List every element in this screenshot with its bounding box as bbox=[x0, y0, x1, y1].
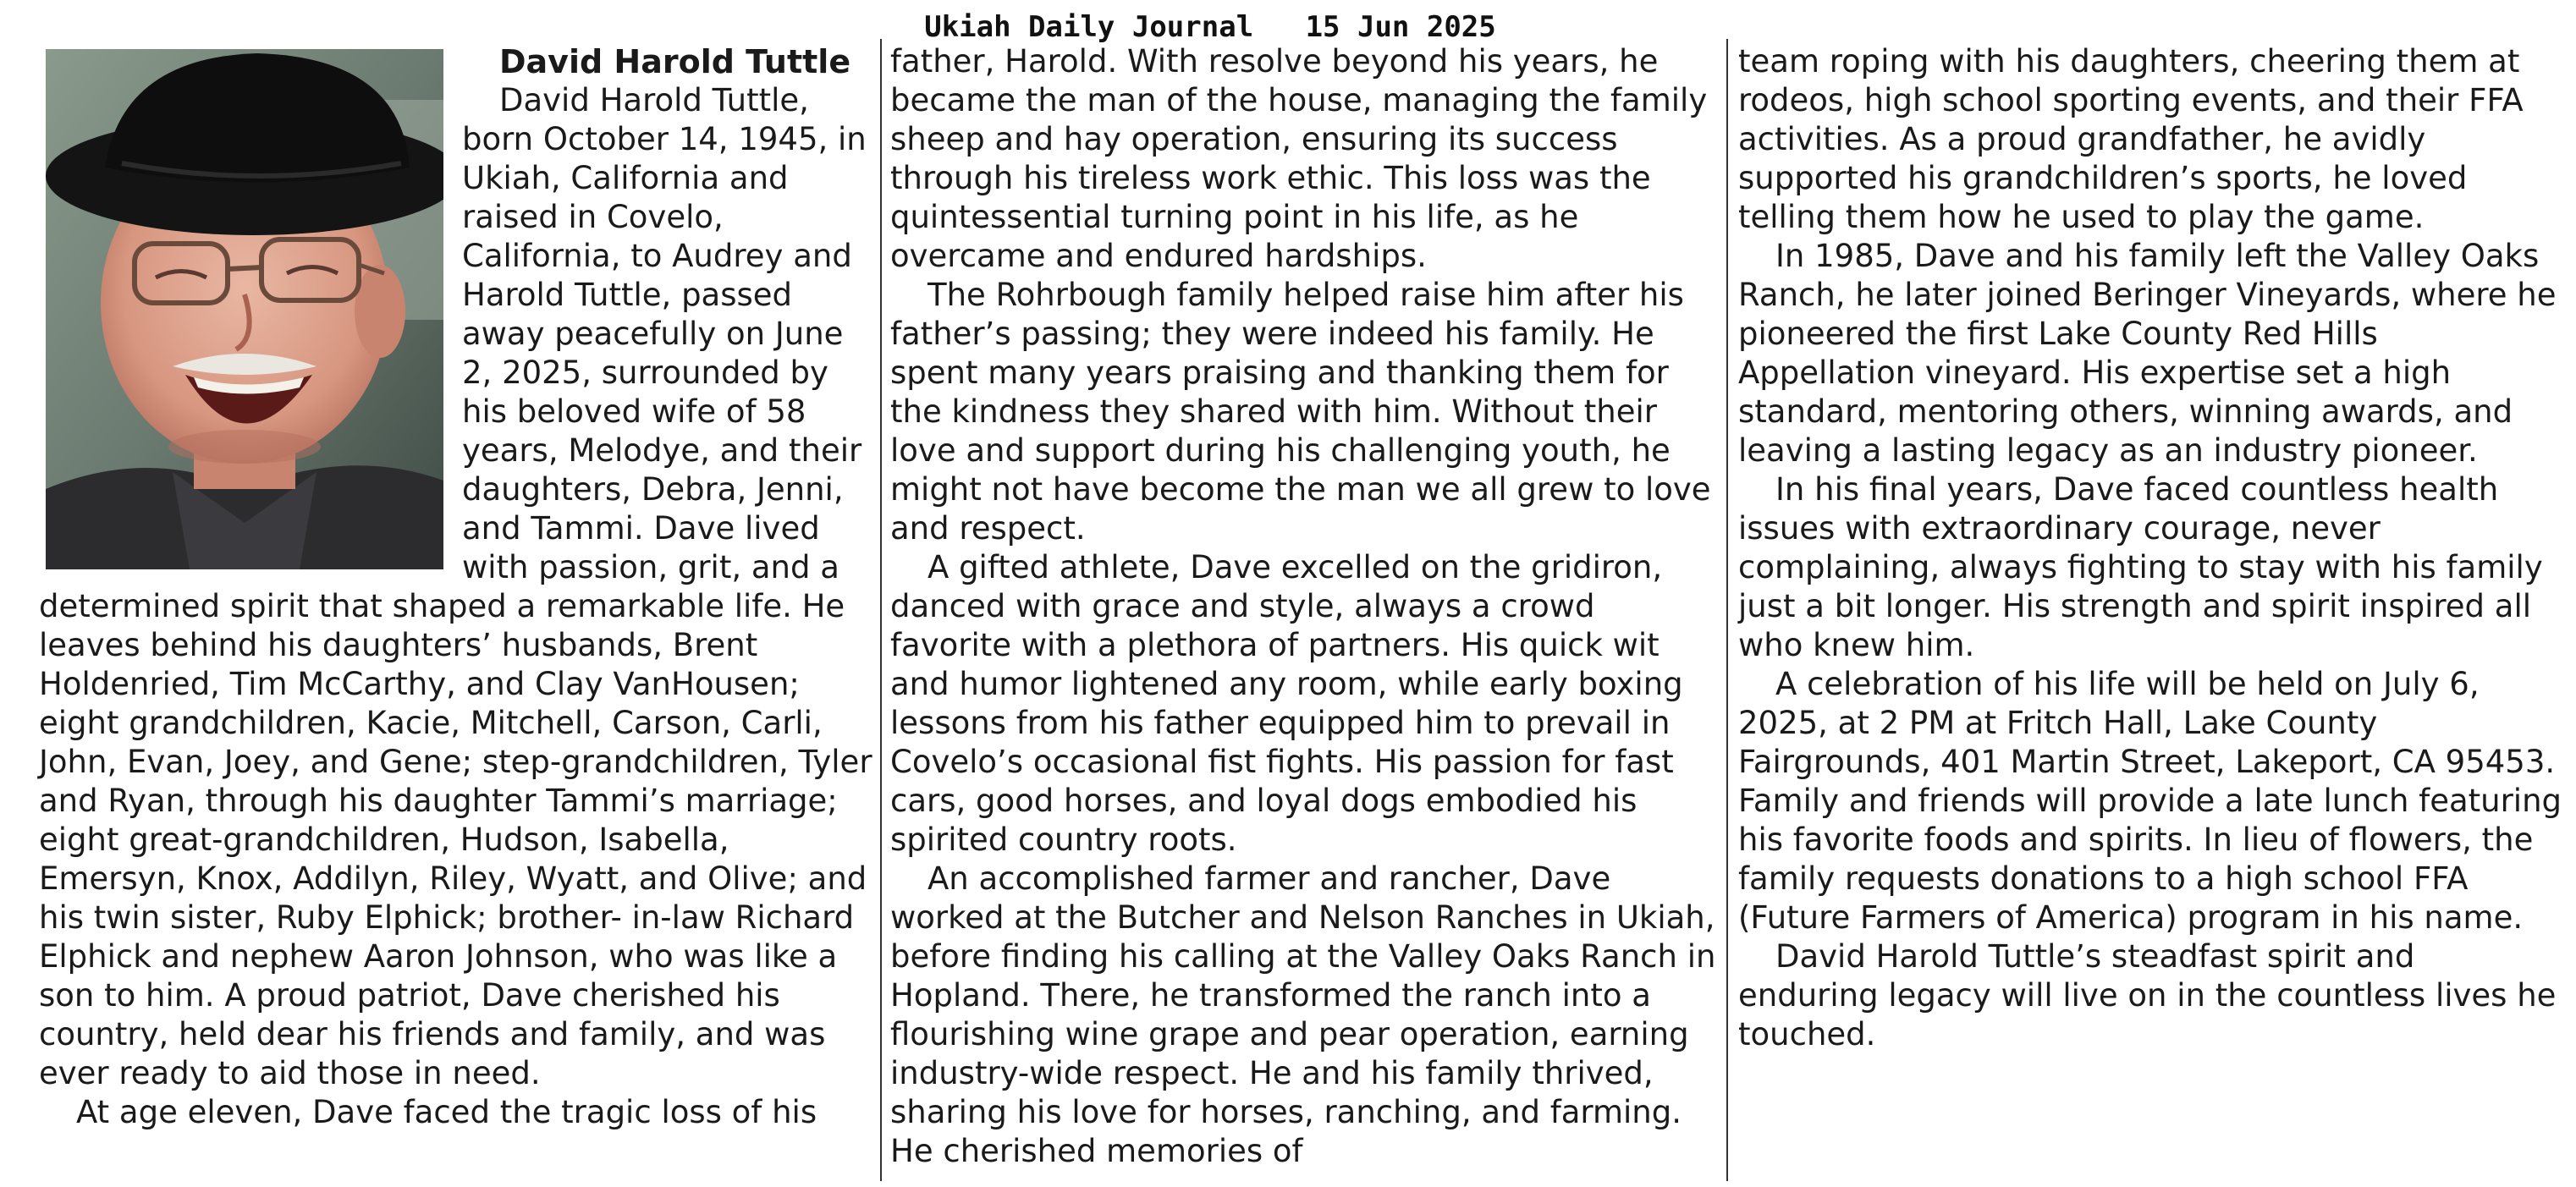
column2-paragraph-3: A gifted athlete, Dave excelled on the gridiron, danced with grace and style, always a crowd favorite with a plethora of partners. His quick wit and humor lightened any room, while early boxing lessons from his father equipped him to prevail in Covelo’s occasional fist fights. His passion for fast cars, good horses, and loyal dogs embodied his spirited country roots. bbox=[890, 549, 1683, 858]
column3-paragraph-1: team roping with his daughters, cheering them at rodeos, high school sporting events, and their FFA activities. As a proud grandfather, he avidly supported his grandchildren’s sports, he loved telling them how he used to play the game. bbox=[1738, 43, 2524, 235]
column1-paragraph-2: At age eleven, Dave faced the tragic loss of his bbox=[76, 1094, 817, 1130]
masthead: Ukiah Daily Journal 15 Jun 2025 bbox=[924, 10, 1496, 44]
obituary-headline: David Harold Tuttle bbox=[499, 43, 851, 80]
column3-paragraph-3: In his final years, Dave faced countless health issues with extraordinary courage, never complaining, always fighting to stay with his family just a bit longer. His strength and spirit inspired all who knew him. bbox=[1738, 471, 2543, 663]
column1-paragraph-1: David Harold Tuttle, born October 14, 1945, in Ukiah, California and raised in Covelo, California, to Audrey and Harold Tuttle, passed away peacefully on June 2, 2025, surrounded by his beloved wife of 58 years, Melodye, and their daughters, Debra, Jenni, and Tammi. Dave lived with passion, grit, and a determined spirit that shaped a remarkable life. He leaves behind his daughters’ husbands, Brent Holdenried, Tim McCarthy, and Clay VanHousen; eight grandchildren, Kacie, Mitchell, Carson, Carli, John, Evan, Joey, and Gene; step-grandchildren, Tyler and Ryan, through his daughter Tammi’s marriage; eight great-grandchildren, Hudson, Isabella, Emersyn, Knox, Addilyn, Riley, Wyatt, and Olive; and his twin sister, Ruby Elphick; brother- in-law Richard Elphick and nephew Aaron Johnson, who was like a son to him. A proud patriot, Dave cherished his country, held dear his friends and family, and was ever ready to aid those in need. bbox=[39, 82, 872, 1091]
portrait-photo bbox=[46, 49, 443, 569]
portrait-image bbox=[46, 49, 443, 569]
column3-paragraph-2: In 1985, Dave and his family left the Valley Oaks Ranch, he later joined Beringer Vineyards, where he pioneered the first Lake County Red Hills Appellation vineyard. His expertise set a high standard, mentoring others, winning awards, and leaving a lasting legacy as an industry pioneer. bbox=[1738, 238, 2557, 469]
column-divider-left bbox=[880, 39, 882, 1181]
column-3 bbox=[1738, 42, 2564, 1054]
column2-paragraph-1: father, Harold. With resolve beyond his years, he became the man of the house, managing the family sheep and hay operation, ensuring its success through his tireless work ethic. This loss was the quintessential turning point in his life, as he overcame and endured hardships. bbox=[890, 43, 1708, 274]
column2-paragraph-2: The Rohrbough family helped raise him after his father’s passing; they were indeed his family. He spent many years praising and thanking them for the kindness they shared with him. Without their love and support during his challenging youth, he might not have become the man we all grew to love and respect. bbox=[890, 277, 1711, 547]
column3-paragraph-4: A celebration of his life will be held on July 6, 2025, at 2 PM at Fritch Hall, Lake County Fairgrounds, 401 Martin Street, Lakeport, CA 95453. Family and friends will provide a late lunch featuring his favorite foods and spirits. In lieu of flowers, the family requests donations to a high school FFA (Future Farmers of America) program in his name. bbox=[1738, 666, 2562, 936]
column-divider-right bbox=[1726, 39, 1728, 1181]
column-1 bbox=[39, 42, 877, 1132]
column3-paragraph-5: David Harold Tuttle’s steadfast spirit and enduring legacy will live on in the countless lives he touched. bbox=[1738, 938, 2557, 1052]
column-2 bbox=[890, 42, 1724, 1171]
column2-paragraph-4: An accomplished farmer and rancher, Dave worked at the Butcher and Nelson Ranches in Ukiah, before finding his calling at the Valley Oaks Ranch in Hopland. There, he transformed the ranch into a flourishing wine grape and pear operation, earning industry-wide respect. He and his family thrived, sharing his love for horses, ranching, and farming. He cherished memories of bbox=[890, 860, 1716, 1169]
